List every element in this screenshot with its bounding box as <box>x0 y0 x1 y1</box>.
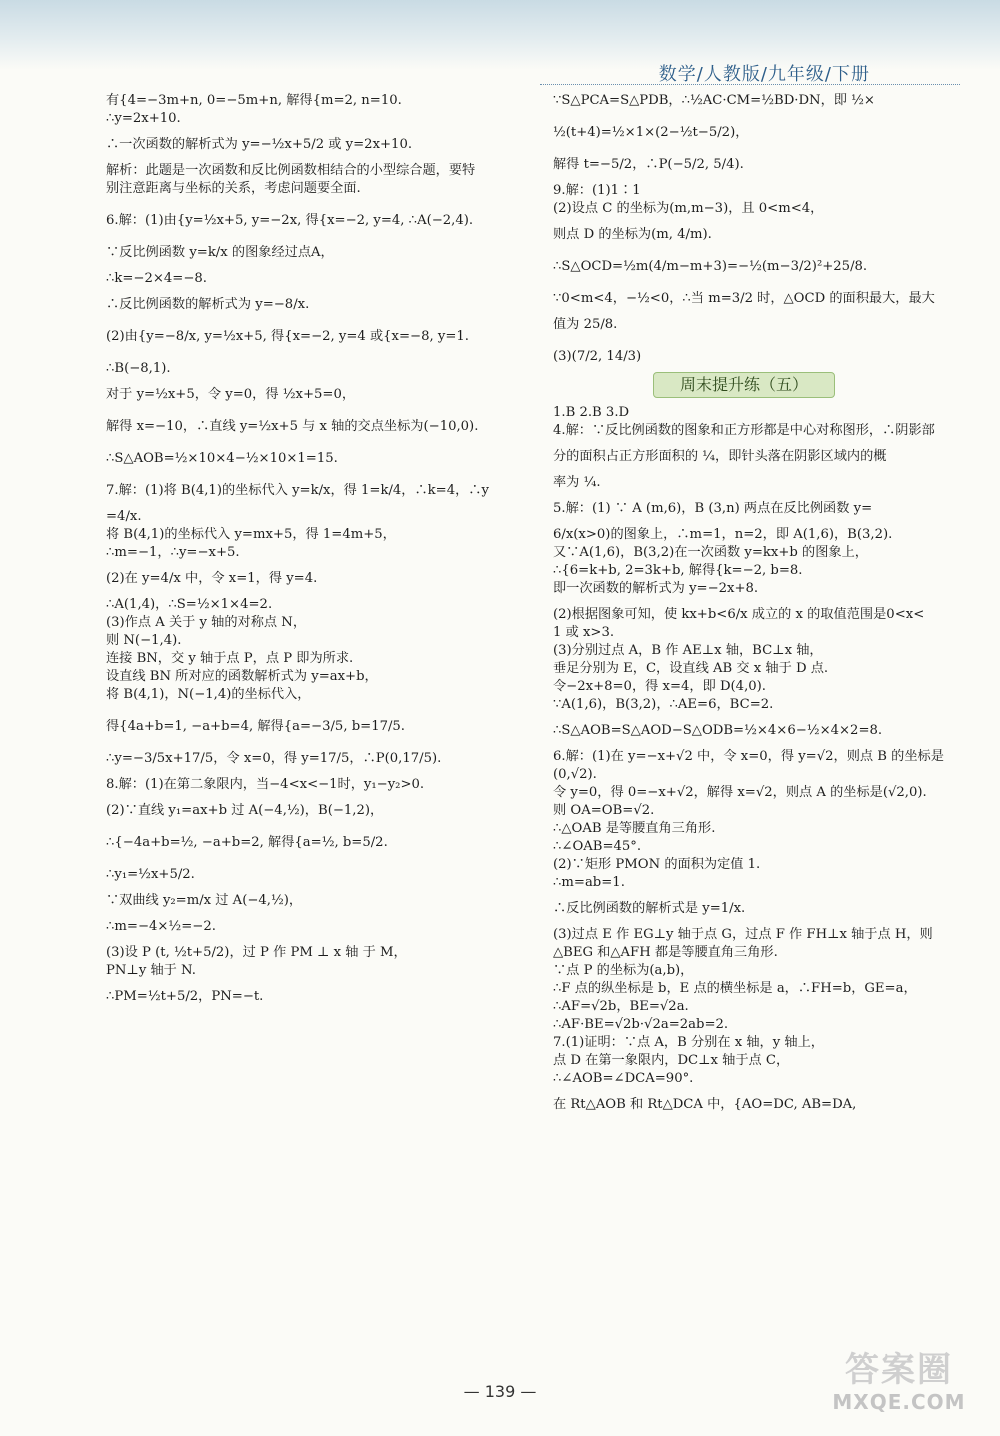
text-line: 分的面积占正方形面积的 ¼，即针头落在阴影区域内的概 <box>553 449 887 464</box>
text-line: (2)∵直线 y₁=ax+b 过 A(−4,½)，B(−1,2)， <box>106 803 384 818</box>
text-line: ∴m=−1，∴y=−x+5. <box>106 545 240 560</box>
text-line: 6/x(x>0)的图象上，∴m=1，n=2，即 A(1,6)，B(3,2). <box>553 527 893 542</box>
text-line: (3)设 P (t, ½t+5/2)，过 P 作 PM ⊥ x 轴 于 M， <box>106 945 407 960</box>
text-line: ∴反比例函数的解析式是 y=1/x. <box>553 901 746 916</box>
text-line: ∴B(−8,1). <box>106 361 171 376</box>
text-line: 值为 25/8. <box>553 317 618 332</box>
header-rule <box>540 84 960 85</box>
text-line: 解得 x=−10，∴直线 y=½x+5 与 x 轴的交点坐标为(−10,0). <box>106 419 479 434</box>
page-number: — 139 — <box>463 1382 537 1401</box>
text-line: 令 y=0，得 0=−x+√2，解得 x=√2，则点 A 的坐标是(√2,0). <box>553 785 927 800</box>
text-line: 将 B(4,1)，N(−1,4)的坐标代入， <box>106 687 311 702</box>
text-line: 垂足分别为 E，C，设直线 AB 交 x 轴于 D 点. <box>553 661 829 676</box>
text-line: 则 N(−1,4). <box>106 633 182 648</box>
text-line: ∴PM=½t+5/2，PN=−t. <box>106 989 264 1004</box>
text-line: ∵A(1,6)，B(3,2)，∴AE=6，BC=2. <box>553 697 774 712</box>
text-line: ∴{6=k+b, 2=3k+b, 解得{k=−2, b=8. <box>553 563 803 578</box>
text-line: 即一次函数的解析式为 y=−2x+8. <box>553 581 759 596</box>
text-line: ∵点 P 的坐标为(a,b)， <box>553 963 694 978</box>
text-line: 1.B 2.B 3.D <box>553 405 630 420</box>
text-line: (3)作点 A 关于 y 轴的对称点 N， <box>106 615 307 630</box>
section-title: 周末提升练（五） <box>653 372 835 398</box>
text-line: 令−2x+8=0，得 x=4，即 D(4,0). <box>553 679 766 694</box>
text-line: 1 或 x>3. <box>553 625 615 640</box>
text-line: 7.解：(1)将 B(4,1)的坐标代入 y=k/x，得 1=k/4，∴k=4，∴y <box>106 483 489 498</box>
text-line: 对于 y=½x+5，令 y=0，得 ½x+5=0， <box>106 387 356 402</box>
watermark-logo <box>824 1350 974 1420</box>
text-line: ∴{−4a+b=½, −a+b=2, 解得{a=½, b=5/2. <box>106 835 388 850</box>
header-title: 数学/人教版/九年级/下册 <box>658 64 870 85</box>
text-line: 解析：此题是一次函数和反比例函数相结合的小型综合题，要特 <box>106 163 476 178</box>
watermark-url: MXQE.COM <box>832 1390 966 1414</box>
text-line: ∴AF·BE=√2b·√2a=2ab=2. <box>553 1017 729 1032</box>
text-line: 6.解：(1)在 y=−x+√2 中，令 x=0，得 y=√2，则点 B 的坐标是 <box>553 749 944 764</box>
text-line: 将 B(4,1)的坐标代入 y=mx+5，得 1=4m+5， <box>106 527 396 542</box>
text-line: ∴m=ab=1. <box>553 875 625 890</box>
right-column <box>553 92 993 1114</box>
text-line: 有{4=−3m+n, 0=−5m+n, 解得{m=2, n=10. <box>106 93 402 108</box>
text-line: ∵S△PCA=S△PDB，∴½AC·CM=½BD·DN，即 ½× <box>553 93 875 108</box>
text-line: 9.解：(1)1∶1 <box>553 183 641 198</box>
text-line: (2)∵矩形 PMON 的面积为定值 1. <box>553 857 761 872</box>
text-line: (2)根据图象可知，使 kx+b<6/x 成立的 x 的取值范围是0<x< <box>553 607 925 622</box>
text-line: (2)由{y=−8/x, y=½x+5, 得{x=−2, y=4 或{x=−8, y=1. <box>106 329 469 344</box>
text-line: 点 D 在第一象限内，DC⊥x 轴于点 C， <box>553 1053 790 1068</box>
text-line: ∵反比例函数 y=k/x 的图象经过点A， <box>106 245 334 260</box>
text-line: ∴S△AOB=½×10×4−½×10×1=15. <box>106 451 338 466</box>
text-line: (3)(7/2, 14/3) <box>553 349 642 364</box>
text-line: ∵0<m<4，−½<0，∴当 m=3/2 时，△OCD 的面积最大，最大 <box>553 291 935 306</box>
text-line: ∴△OAB 是等腰直角三角形. <box>553 821 716 836</box>
text-line: ∴S△AOB=S△AOD−S△ODB=½×4×6−½×4×2=8. <box>553 723 883 738</box>
text-line: 别注意距离与坐标的关系，考虑问题要全面. <box>106 181 361 196</box>
text-line: 设直线 BN 所对应的函数解析式为 y=ax+b， <box>106 669 378 684</box>
watermark-text: 答案圈 <box>845 1350 953 1390</box>
text-line: 则 OA=OB=√2. <box>553 803 655 818</box>
text-line: 解得 t=−5/2，∴P(−5/2, 5/4). <box>553 157 744 172</box>
text-line: 8.解：(1)在第二象限内，当−4<x<−1时，y₁−y₂>0. <box>106 777 425 792</box>
text-line: PN⊥y 轴于 N. <box>106 963 196 978</box>
text-line: ∴y₁=½x+5/2. <box>106 867 195 882</box>
text-line: 得{4a+b=1, −a+b=4, 解得{a=−3/5, b=17/5. <box>106 719 406 734</box>
text-line: ∴m=−4×½=−2. <box>106 919 216 934</box>
text-line: 在 Rt△AOB 和 Rt△DCA 中，{AO=DC, AB=DA, <box>553 1097 857 1112</box>
text-line: ∴S△OCD=½m(4/m−m+3)=−½(m−3/2)²+25/8. <box>553 259 868 274</box>
text-line: 5.解：(1) ∵ A (m,6)，B (3,n) 两点在反比例函数 y= <box>553 501 873 516</box>
text-line: △BEG 和△AFH 都是等腰直角三角形. <box>553 945 778 960</box>
text-line: ∴y=2x+10. <box>106 111 181 126</box>
text-line: 则点 D 的坐标为(m, 4/m). <box>553 227 712 242</box>
text-line: ∴F 点的纵坐标是 b，E 点的横坐标是 a，∴FH=b，GE=a， <box>553 981 917 996</box>
text-line: 4.解：∵反比例函数的图象和正方形都是中心对称图形，∴阴影部 <box>553 423 935 438</box>
text-line: ∴AF=√2b，BE=√2a. <box>553 999 689 1014</box>
text-line: (3)过点 E 作 EG⊥y 轴于点 G，过点 F 作 FH⊥x 轴于点 H，则 <box>553 927 933 942</box>
text-line: 7.(1)证明：∵点 A，B 分别在 x 轴，y 轴上， <box>553 1035 824 1050</box>
text-line: (2)在 y=4/x 中，令 x=1，得 y=4. <box>106 571 318 586</box>
text-line: ∴一次函数的解析式为 y=−½x+5/2 或 y=2x+10. <box>106 137 413 152</box>
left-column <box>106 92 546 1006</box>
text-line: 率为 ¼. <box>553 475 601 490</box>
text-line: ∵双曲线 y₂=m/x 过 A(−4,½)， <box>106 893 303 908</box>
text-line: 6.解：(1)由{y=½x+5, y=−2x, 得{x=−2, y=4, ∴A(−2,4). <box>106 213 474 228</box>
text-line: ∴A(1,4)，∴S=½×1×4=2. <box>106 597 273 612</box>
text-line: ∴y=−3/5x+17/5，令 x=0，得 y=17/5，∴P(0,17/5). <box>106 751 442 766</box>
text-line: ∴∠AOB=∠DCA=90°. <box>553 1071 694 1086</box>
text-line: ∴∠OAB=45°. <box>553 839 642 854</box>
text-line: (0,√2). <box>553 767 597 782</box>
text-line: ½(t+4)=½×1×(2−½t−5/2)， <box>553 125 749 140</box>
text-line: (2)设点 C 的坐标为(m,m−3)，且 0<m<4， <box>553 201 824 216</box>
text-line: (3)分别过点 A，B 作 AE⊥x 轴，BC⊥x 轴， <box>553 643 823 658</box>
text-line: 又∵A(1,6)，B(3,2)在一次函数 y=kx+b 的图象上， <box>553 545 868 560</box>
text-line: ∴k=−2×4=−8. <box>106 271 207 286</box>
text-line: =4/x. <box>106 509 142 524</box>
text-line: 连接 BN，交 y 轴于点 P，点 P 即为所求. <box>106 651 354 666</box>
text-line: ∴反比例函数的解析式为 y=−8/x. <box>106 297 310 312</box>
